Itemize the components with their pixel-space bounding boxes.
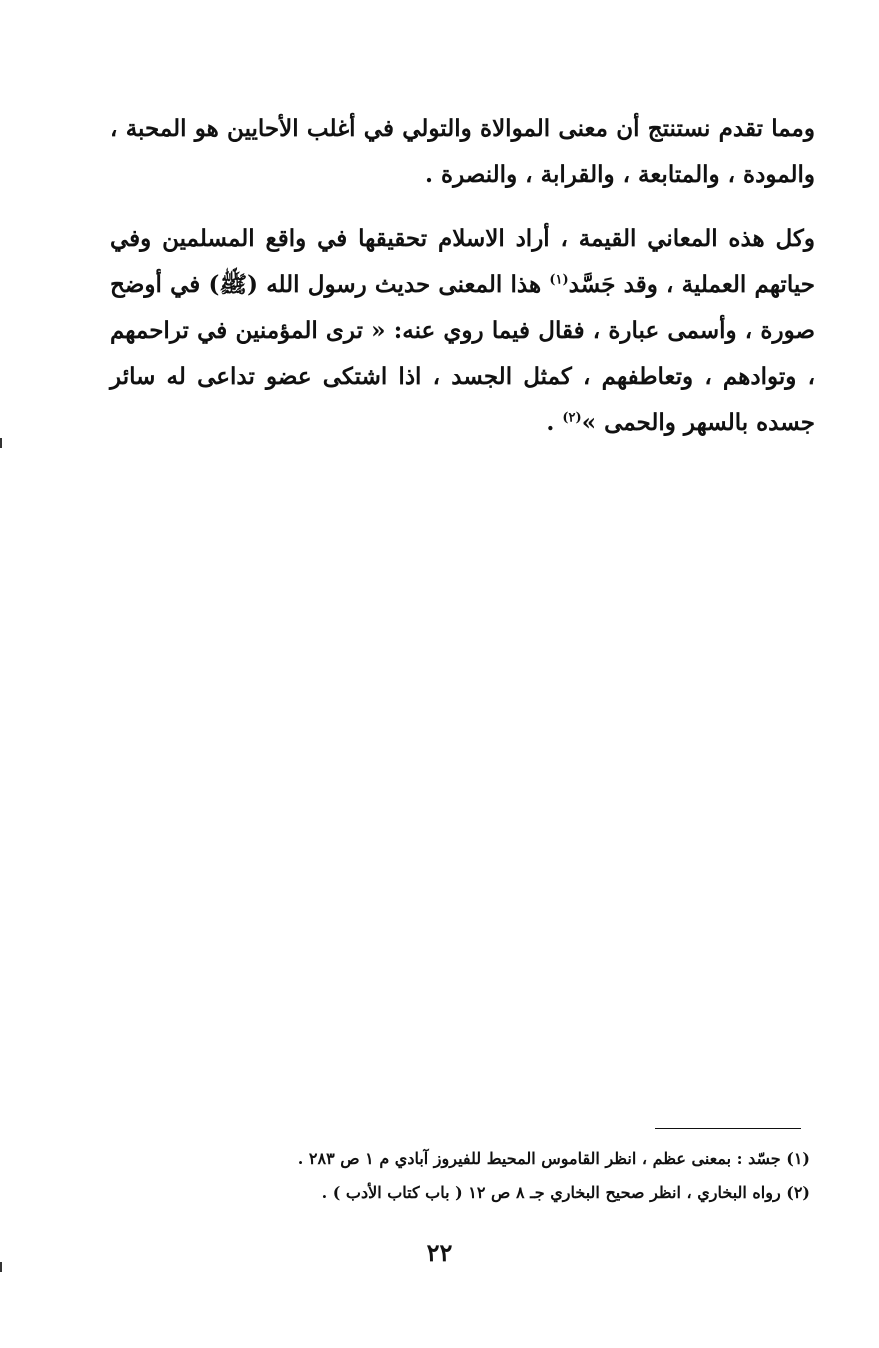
- footnote-1: (١) جسّد : بمعنى عظم ، انظر القاموس المحيط للفيروز آبادي م ١ ص ٢٨٣ .: [297, 1149, 810, 1168]
- paragraph-2-part-1: وكل هذه المعاني القيمة ، أراد الاسلام تحقيقها في واقع المسلمين وفي حياتهم العملية ، وقد جَسَّد: [110, 225, 816, 298]
- footnote-divider: [655, 1128, 801, 1129]
- paragraph-1: [110, 106, 815, 198]
- paragraph-1-text: ومما تقدم نستنتج أن معنى الموالاة والتولي في أغلب الأحايين هو المحبة ، والمودة ، والمتابعة ، والقرابة ، والنصرة .: [110, 115, 815, 188]
- paragraph-2-part-2: هذا المعنى حديث رسول الله (ﷺ) في أوضح صورة ، وأسمى عبارة ، فقال فيما روي عنه: « ترى المؤمنين في تراحمهم ، وتوادهم ، وتعاطفهم ، كمثل الجسد ، اذا اشتكى عضو تداعى له سائر جسده بالسهر والحمى »: [110, 271, 815, 436]
- scan-edge-mark: [0, 1262, 2, 1272]
- footnote-reference-2: (٢): [562, 410, 582, 426]
- footnotes-list: [200, 1142, 810, 1210]
- footnote-2: (٢) رواه البخاري ، انظر صحيح البخاري جـ ٨ ص ١٢ ( باب كتاب الأدب ) .: [321, 1183, 810, 1202]
- paragraph-2: [110, 216, 815, 446]
- footnote-reference-1: (١): [549, 272, 569, 288]
- page-number: ٢٢: [426, 1238, 453, 1267]
- paragraph-2-part-3: .: [546, 409, 563, 436]
- scan-edge-mark: [0, 438, 2, 448]
